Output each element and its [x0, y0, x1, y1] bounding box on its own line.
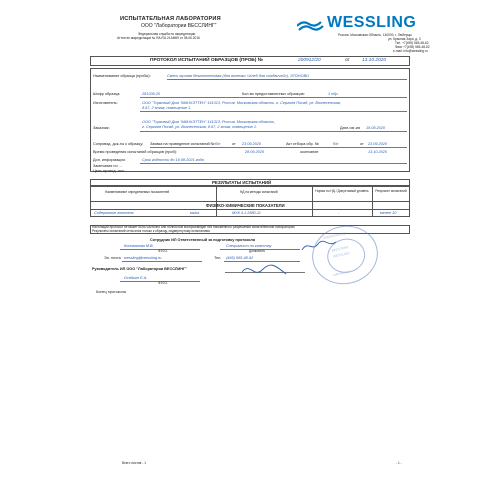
lab-title: ИСПЫТАТЕЛЬНАЯ ЛАБОРАТОРИЯ: [120, 16, 221, 22]
address-line-4: Факс +7(495) 565-48-62: [395, 45, 430, 49]
employee-name: Коновалова М.В.: [124, 244, 154, 248]
production-date-value: 19.08.2020: [366, 126, 386, 130]
period-label: Время проведения испытаний образцов (проб):: [93, 150, 177, 154]
row-indicator: Содержание глютена: [94, 211, 134, 215]
row-norm: -: [338, 211, 340, 215]
protocol-number: 200912/20: [298, 58, 321, 63]
sample-name-underline: [167, 79, 407, 80]
sheets-label: Всего листов - 1: [122, 461, 146, 465]
additional-value: Срок годности до 19.08.2021 года: [142, 158, 204, 162]
employee-position: Специалист по качеству: [226, 244, 272, 248]
client-value-2: г. Сергиев Посад, ул. Вознесенская, д.67, 2 этаж, помещение 1.: [142, 125, 258, 129]
sample-code-underline: [140, 97, 407, 98]
end-of-protocol: Конец протокола: [96, 290, 126, 294]
quantity-label: Кол-во предоставленных образцов:: [242, 92, 305, 96]
notes-label: Замечания по ...: [93, 164, 122, 168]
row-result: менее 10: [380, 211, 397, 215]
col-norm-header: Норма по НД / Допустимый уровень: [315, 189, 369, 193]
col-result-header: Результат испытаний: [375, 189, 407, 193]
act-underline: [150, 147, 407, 148]
period-end: 13.10.2020: [368, 150, 388, 154]
address-line-3: Тел. +7(495) 565-48-62: [395, 41, 429, 45]
purpose-label: Цель провод. исп.:: [93, 169, 126, 173]
employee-name-caption: Ф.И.О.: [158, 249, 168, 253]
employee-position-caption: Должность: [249, 249, 266, 253]
act-number-2-label: Акт отбора обр. №: [286, 142, 319, 146]
stamp-line-4: Laboratories: [332, 269, 351, 277]
manufacturer-value-1: ООО "Торговый Дом "МАНХЭТТЕН" 141313, Россия, Московская область, г. Сергиев Посад, ул. Вознесенская,: [142, 101, 341, 105]
quantity-value: 1 обр.: [328, 92, 339, 96]
address-line-5: e-mail: info@wessling.ru: [393, 49, 428, 53]
client-underline: [140, 131, 407, 132]
additional-underline: [140, 163, 407, 164]
head-label: Руководитель ИЛ ООО "Лаборатории ВЕССЛИНГ": [92, 267, 187, 271]
act-date-2-label: от: [360, 142, 364, 146]
address-line-2: ул. Красная Заря, д. 3: [388, 37, 421, 41]
row-unit: мг/кг: [190, 211, 200, 215]
phone-label: Тел.: [214, 256, 222, 260]
act-from-label: от: [232, 142, 236, 146]
logo-text: WESSLING: [327, 14, 417, 31]
col-indicator-header: Наименование определяемых показателей: [105, 190, 170, 194]
period-mid-label: окончание: [300, 150, 319, 154]
client-label: Заказчик:: [93, 126, 110, 130]
sample-name-label: Наименование образца (пробы):: [93, 74, 151, 78]
col-method-header: НД на методы испытаний: [240, 190, 278, 194]
footnote-line-2: Результаты испытаний относятся только к образцу, подвергнутому испытаниям.: [92, 229, 211, 233]
protocol-from-label: от: [345, 58, 350, 63]
sample-code-label: Шифр образца:: [93, 92, 121, 96]
production-date-label: Дата изг-ия: [340, 126, 361, 130]
act-date: 23.09.2020: [242, 142, 262, 146]
email-label: Эл. почта: [104, 256, 121, 260]
group-title: ФИЗИКО-ХИМИЧЕСКИЕ ПОКАЗАТЕЛИ: [206, 203, 285, 208]
stamp-line-2: ВЕССЛИНГ: [331, 245, 350, 253]
act-date-2: 23.09.2020: [368, 142, 388, 146]
wessling-logo: [297, 12, 441, 34]
sample-name-value: Смесь мучная безглютеновая (для выпечки «Хлеб для синдвичей»), ЭТОНОВО: [167, 74, 310, 78]
stamp-line-1: ЛАБОРАТОРИИ: [322, 231, 347, 241]
row-method: МУК 4.1.2880-11: [232, 211, 261, 215]
sample-code-value: 281209-20: [142, 92, 161, 96]
footnote-line-1: Настоящий протокол не может быть частично или полностью воспроизведен без письменного разрешения испытательной лаборатории.: [92, 225, 296, 229]
email-value: wessling@wessling.ru: [124, 256, 162, 260]
lab-org: ООО "Лаборатории ВЕССЛИНГ": [141, 23, 217, 29]
results-title: РЕЗУЛЬТАТЫ ИСПЫТАНИЙ: [212, 180, 272, 185]
head-name: Осейкин Е.А.: [124, 276, 148, 280]
head-signature: [240, 262, 290, 278]
manufacturer-label: Изготовитель:: [93, 101, 118, 105]
act-label: Сопровод. док-ты к образцу:: [93, 142, 144, 146]
act-number: б/н: [215, 142, 221, 146]
accreditation-line-2: Аттестат аккредитации № RA.RU.21АМ69 от 08.06.2016: [117, 36, 200, 40]
stamp-line-3: WESSLING: [332, 251, 350, 259]
protocol-title: ПРОТОКОЛ ИСПЫТАНИЙ ОБРАЗЦОВ (ПРОБ) №: [150, 58, 264, 63]
act-text: Заявка на проведение испытаний №: [150, 142, 215, 146]
act-number-2: б/н: [333, 142, 339, 146]
head-name-caption: Ф.И.О.: [158, 281, 168, 285]
phone-value: (495) 565-48-62: [226, 256, 254, 260]
period-start: 28.09.2020: [245, 150, 265, 154]
client-value-1: ООО "Торговый Дом "МАНХЭТТЕН" 141313, Россия, Московская область,: [142, 120, 276, 124]
page-mark: - 1 -: [396, 461, 402, 465]
employee-title: Сотрудник ИЛ Ответственный за подготовку протокола: [150, 238, 255, 242]
address-line-1: Россия, Московская Область, 140000, г. Люберцы: [338, 33, 412, 37]
accreditation-line-1: Федеральная служба по аккредитации: [138, 32, 196, 36]
protocol-date: 13.10.2020: [362, 58, 387, 63]
manufacturer-underline: [140, 111, 407, 112]
manufacturer-value-2: д.67, 2 этаж, помещение 1.: [142, 106, 192, 110]
additional-label: Доп. информация:: [93, 158, 126, 162]
